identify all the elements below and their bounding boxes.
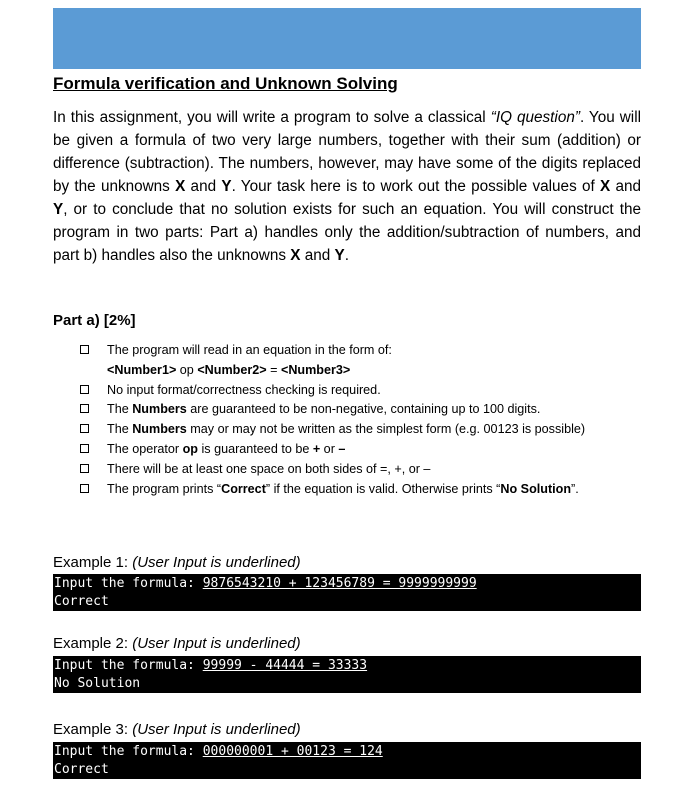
example-1-terminal: Input the formula: 9876543210 + 123456789 = 9999999999 Correct [53,574,641,611]
checkbox-icon [80,404,89,413]
user-input: 9876543210 + 123456789 = 9999999999 [202,576,477,591]
checkbox-icon [80,444,89,453]
header-banner [53,8,641,69]
checklist-item: The operator op is guaranteed to be + or – [80,440,585,460]
checklist-item: No input format/correctness checking is required. [80,381,585,401]
program-output: Correct [54,593,109,609]
checklist-item: The Numbers are guaranteed to be non-negative, containing up to 100 digits. [80,400,585,420]
document-title: Formula verification and Unknown Solving [53,74,398,93]
program-output: Correct [54,761,109,777]
part-a-checklist [80,341,585,499]
checkbox-icon [80,484,89,493]
checklist-item: <Number1> op <Number2> = <Number3> [107,362,351,377]
checkbox-icon [80,385,89,394]
checkbox-icon [80,424,89,433]
user-input: 000000001 + 00123 = 124 [202,744,383,759]
program-output: No Solution [54,675,141,691]
intro-paragraph: In this assignment, you will write a program to solve a classical “IQ question”. You will be given a formula of two very large numbers, together with their sum (addition) or difference (subtraction). The numbers, however, may have some of the digits replaced by the unknowns X and Y. Your task here is to work out the possible values of X and Y, or to conclude that no solution exists for such an equation. You will construct the program in two parts: Part a) handles only the addition/subtraction of numbers, and part b) handles also the unknowns X and Y. [53,109,642,264]
checkbox-icon [80,464,89,473]
example-1-label: Example 1: (User Input is underlined) [53,554,301,571]
checkbox-icon [80,345,89,354]
checklist-item: The program will read in an equation in the form of: [80,341,585,361]
example-2-label: Example 2: (User Input is underlined) [53,635,301,652]
checklist-item: The Numbers may or may not be written as the simplest form (e.g. 00123 is possible) [80,420,585,440]
example-3-label: Example 3: (User Input is underlined) [53,721,301,738]
example-2-terminal: Input the formula: 99999 - 44444 = 33333 No Solution [53,656,641,693]
checklist-item: There will be at least one space on both sides of =, +, or – [80,460,585,480]
part-a-title: Part a) [2%] [53,312,136,329]
user-input: 99999 - 44444 = 33333 [202,658,368,673]
example-3-terminal: Input the formula: 000000001 + 00123 = 124 Correct [53,742,641,779]
checklist-item: The program prints “Correct” if the equation is valid. Otherwise prints “No Solution”. [80,480,585,500]
